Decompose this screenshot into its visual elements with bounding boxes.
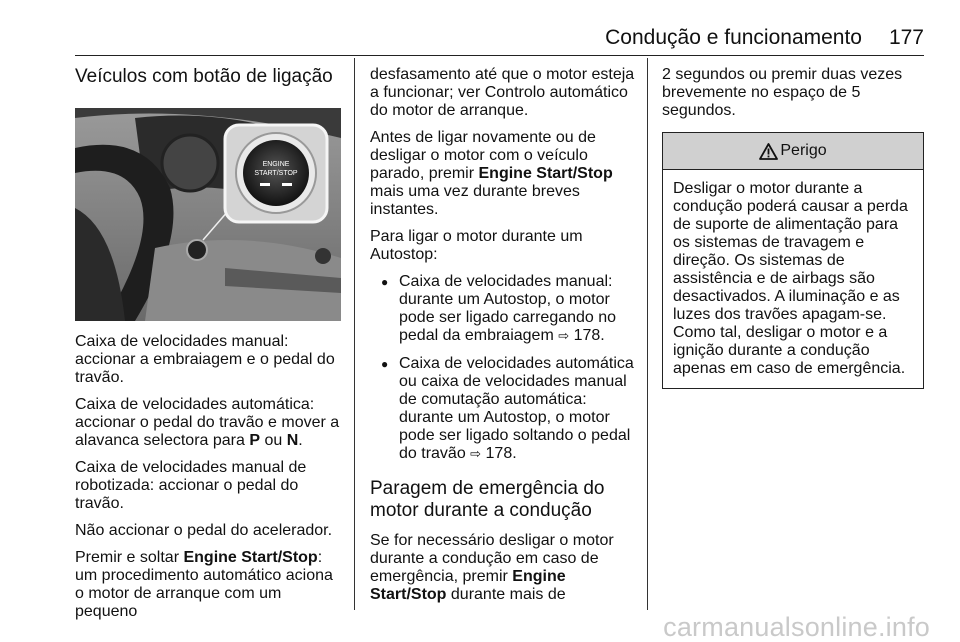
column-2 [370,66,636,613]
danger-header [663,133,923,170]
cross-reference-page[interactable]: 178. [573,327,605,344]
autostop-list [370,273,636,464]
paragraph-robotized-gearbox: Caixa de velocidades manual de robotizada: accionar o pedal do travão. [75,459,307,512]
list-item: ● Caixa de velocidades automática ou caixa de velocidades manual de comutação automática: durante um Autostop, o motor pode ser ligado soltando o pedal do travão ⇨ 178. [370,355,636,464]
paragraph-restart: Antes de ligar novamente ou de desligar o motor com o veículo parado, premir Engine Start/Stop mais uma vez durante breves instantes. [370,129,613,218]
paragraph-press-release: Premir e soltar Engine Start/Stop: um procedimento automático aciona o motor de arranque com um pequeno [75,549,333,620]
header-rule [75,55,924,56]
cross-reference-arrow-icon[interactable]: ⇨ [558,329,570,344]
button-label-start-stop: START/STOP [254,170,298,177]
engine-start-stop-photo [75,108,341,321]
cross-reference-page[interactable]: 178. [485,445,517,462]
paragraph-accelerator: Não accionar o pedal do acelerador. [75,522,333,539]
column-divider-2 [647,58,648,610]
paragraph-seconds: 2 segundos ou premir duas vezes brevemente no espaço de 5 segundos. [662,66,903,119]
section-heading-emergency: Paragem de emergência do motor durante a condução [370,478,605,521]
button-label-engine: ENGINE [262,161,290,168]
page-number: 177 [888,26,924,49]
danger-box [662,132,924,389]
warning-triangle-icon [759,143,778,160]
paragraph-delay: desfasamento até que o motor esteja a funcionar; ver Controlo automático do motor de arranque. [370,66,635,119]
danger-text: Desligar o motor durante a condução poderá causar a perda de suporte de alimentação para os sistemas de travagem e direção. Os sistemas de assistência e de airbags são desactivados. A iluminação e as luzes dos travões apagam-se. Como tal, desligar o motor e a ignição durante a condução apenas em caso de emergência. [673,180,908,377]
watermark: carmanualsonline.info [663,612,930,642]
paragraph-emergency: Se for necessário desligar o motor durante a condução em caso de emergência, premir Engine Start/Stop durante mais de [370,532,614,603]
page-header-title: Condução e funcionamento [605,26,862,49]
list-item: ● Caixa de velocidades manual: durante um Autostop, o motor pode ser ligado carregando no pedal da embraiagem ⇨ 178. [370,273,636,346]
paragraph-autostop: Para ligar o motor durante um Autostop: [370,228,583,263]
paragraph-manual-gearbox: Caixa de velocidades manual: accionar a embraiagem e o pedal do travão. [75,333,335,386]
column-3 [662,66,924,389]
cross-reference-arrow-icon[interactable]: ⇨ [470,447,482,462]
column-1 [75,66,341,630]
danger-title: Perigo [780,142,827,159]
section-title: Veículos com botão de ligação [75,66,333,87]
paragraph-automatic-gearbox: Caixa de velocidades automática: accionar o pedal do travão e mover a alavanca selectora para P ou N. [75,396,340,449]
column-divider-1 [354,58,355,610]
